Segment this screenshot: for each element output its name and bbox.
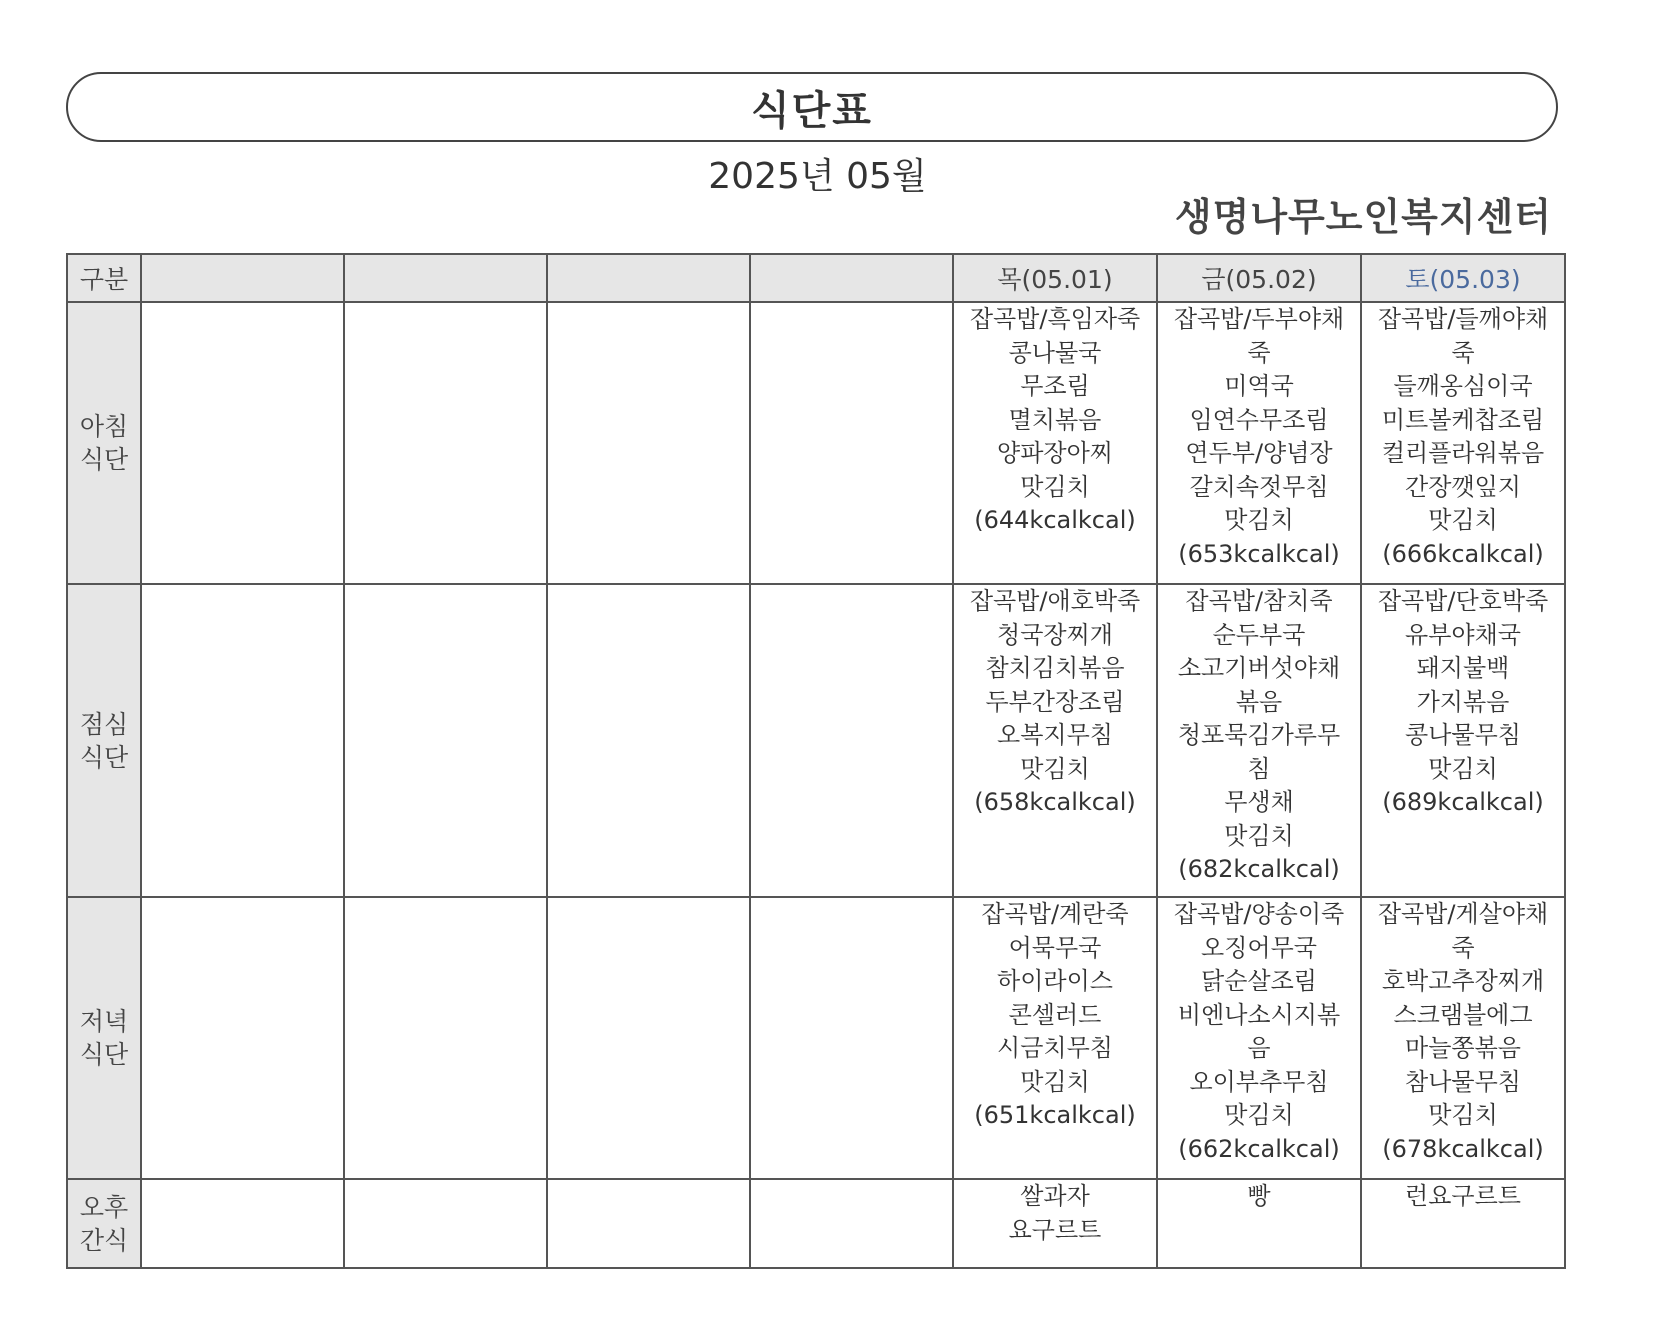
menu-item: 콘셀러드 — [1008, 1000, 1102, 1029]
meal-row-breakfast — [67, 302, 1565, 584]
meal-row-lunch — [67, 584, 1565, 897]
menu-item: 맛김치 — [1428, 1101, 1498, 1129]
menu-item: 갈치속젓무침 — [1189, 472, 1329, 501]
menu-cell — [953, 302, 1157, 584]
menu-item: 호박고추장찌개 — [1381, 967, 1545, 995]
menu-item: 유부야채국 — [1405, 620, 1521, 649]
menu-item: 맛김치 — [1224, 506, 1294, 534]
month-label: 2025년 05월 — [708, 156, 927, 197]
menu-item: 멸치볶음 — [1008, 405, 1102, 434]
menu-item: 죽 — [1451, 338, 1475, 367]
menu-cell — [953, 1179, 1157, 1268]
menu-item: (662kcalkcal) — [1178, 1134, 1340, 1163]
menu-item: 무생채 — [1224, 788, 1294, 816]
menu-item: 미역국 — [1224, 372, 1294, 400]
menu-item: 간장깻잎지 — [1405, 472, 1521, 501]
menu-cell — [344, 1179, 547, 1268]
menu-cell — [750, 897, 953, 1179]
menu-cell — [547, 897, 750, 1179]
menu-item: 소고기버섯야채 — [1177, 654, 1341, 682]
menu-item: 비엔나소시지볶 — [1177, 1000, 1341, 1029]
menu-item: 런요구르트 — [1405, 1182, 1521, 1210]
day-header-sat: 토(05.03) — [1361, 254, 1565, 302]
menu-item: 참치김치볶음 — [985, 654, 1125, 682]
menu-item: 잡곡밥/흑임자죽 — [969, 305, 1141, 333]
menu-item: 쌀과자 — [1020, 1182, 1090, 1210]
title-banner — [66, 72, 1558, 142]
menu-cell — [1157, 897, 1361, 1179]
menu-cell — [750, 584, 953, 897]
menu-item: 참나물무침 — [1405, 1067, 1521, 1096]
menu-cell — [1157, 584, 1361, 897]
meal-row-snack — [67, 1179, 1565, 1268]
menu-cell — [344, 897, 547, 1179]
menu-item: 맛김치 — [1020, 1067, 1090, 1096]
row-label — [67, 1179, 141, 1268]
menu-cell — [1361, 584, 1565, 897]
menu-cell — [141, 302, 344, 584]
menu-item: 잡곡밥/양송이죽 — [1173, 900, 1345, 928]
menu-item: 맛김치 — [1224, 1101, 1294, 1129]
menu-cell — [1157, 302, 1361, 584]
menu-item: 연두부/양념장 — [1185, 439, 1333, 467]
menu-item: (682kcalkcal) — [1178, 855, 1340, 883]
menu-item: 오징어무국 — [1201, 933, 1317, 962]
organization-name: 생명나무노인복지센터 — [1174, 195, 1552, 239]
menu-item: 순두부국 — [1212, 620, 1306, 649]
menu-item: 빵 — [1247, 1182, 1271, 1210]
menu-item: 요구르트 — [1008, 1215, 1102, 1244]
menu-item: 오이부추무침 — [1189, 1067, 1329, 1096]
day-header — [547, 254, 750, 302]
row-label — [67, 584, 141, 897]
menu-item: 침 — [1247, 754, 1271, 783]
menu-item: 잡곡밥/참치죽 — [1185, 587, 1333, 615]
menu-item: (689kcalkcal) — [1382, 788, 1544, 816]
menu-item: 어묵무국 — [1008, 933, 1102, 962]
menu-item: 컬리플라워볶음 — [1381, 439, 1545, 467]
menu-cell — [1361, 1179, 1565, 1268]
menu-cell — [547, 302, 750, 584]
menu-cell — [141, 1179, 344, 1268]
menu-item: 하이라이스 — [997, 967, 1113, 995]
menu-item: 들깨옹심이국 — [1393, 372, 1533, 400]
row-label-line: 식단 — [79, 742, 129, 772]
menu-item: 맛김치 — [1020, 754, 1090, 783]
menu-cell — [344, 302, 547, 584]
day-header-fri: 금(05.02) — [1157, 254, 1361, 302]
menu-item: 음 — [1247, 1034, 1271, 1062]
row-label — [67, 897, 141, 1179]
row-label-line: 점심 — [79, 709, 129, 739]
menu-cell — [1361, 897, 1565, 1179]
menu-item: 무조림 — [1020, 372, 1090, 400]
meal-row-dinner — [67, 897, 1565, 1179]
menu-item: 시금치무침 — [997, 1034, 1113, 1062]
menu-cell — [750, 1179, 953, 1268]
menu-item: 맛김치 — [1224, 821, 1294, 850]
menu-item: (644kcalkcal) — [974, 506, 1136, 534]
row-label-line: 식단 — [79, 1040, 129, 1069]
menu-cell — [750, 302, 953, 584]
menu-item: 돼지불백 — [1416, 654, 1510, 682]
menu-item: 청포묵김가루무 — [1177, 721, 1341, 749]
menu-item: (658kcalkcal) — [974, 788, 1136, 816]
menu-item: 임연수무조림 — [1189, 405, 1329, 434]
menu-item: 미트볼케찹조림 — [1381, 405, 1545, 434]
menu-item: 콩나물국 — [1008, 338, 1102, 367]
day-header — [344, 254, 547, 302]
menu-item: 양파장아찌 — [997, 439, 1113, 467]
menu-cell — [344, 584, 547, 897]
menu-item: 죽 — [1247, 338, 1271, 367]
menu-table — [66, 253, 1566, 1269]
row-label-line: 식단 — [79, 445, 129, 474]
corner-header: 구분 — [67, 254, 141, 302]
page-title: 식단표 — [751, 87, 873, 134]
menu-item: (651kcalkcal) — [974, 1101, 1136, 1129]
menu-item: (666kcalkcal) — [1382, 539, 1544, 568]
menu-item: 맛김치 — [1428, 754, 1498, 783]
menu-item: 오복지무침 — [997, 721, 1113, 749]
menu-item: 잡곡밥/들깨야채 — [1377, 305, 1549, 333]
menu-item: 닭순살조림 — [1201, 967, 1317, 995]
menu-item: 잡곡밥/게살야채 — [1377, 900, 1549, 928]
menu-item: 가지볶음 — [1416, 687, 1510, 716]
menu-item: 죽 — [1451, 933, 1475, 962]
menu-item: 잡곡밥/단호박죽 — [1377, 587, 1549, 615]
row-label-line: 아침 — [79, 412, 129, 441]
menu-item: 잡곡밥/두부야채 — [1173, 305, 1345, 333]
menu-cell — [141, 897, 344, 1179]
menu-item: 콩나물무침 — [1405, 721, 1521, 749]
row-label — [67, 302, 141, 584]
menu-item: 청국장찌개 — [997, 620, 1113, 649]
menu-item: 잡곡밥/애호박죽 — [969, 587, 1141, 615]
menu-item: (653kcalkcal) — [1178, 539, 1340, 568]
header-row — [67, 254, 1565, 302]
menu-cell — [547, 1179, 750, 1268]
day-header-thu: 목(05.01) — [953, 254, 1157, 302]
menu-item: (678kcalkcal) — [1382, 1134, 1544, 1163]
menu-cell — [953, 584, 1157, 897]
row-label-line: 간식 — [79, 1225, 129, 1255]
menu-item: 맛김치 — [1428, 506, 1498, 534]
menu-cell — [547, 584, 750, 897]
menu-item: 잡곡밥/계란죽 — [981, 900, 1129, 928]
menu-item: 스크램블에그 — [1393, 1000, 1533, 1029]
menu-item: 맛김치 — [1020, 472, 1090, 501]
row-label-line: 오후 — [79, 1192, 129, 1222]
menu-cell — [141, 584, 344, 897]
menu-cell — [1157, 1179, 1361, 1268]
menu-cell — [1361, 302, 1565, 584]
day-header — [141, 254, 344, 302]
menu-item: 두부간장조림 — [985, 687, 1125, 716]
menu-cell — [953, 897, 1157, 1179]
row-label-line: 저녁 — [79, 1007, 129, 1036]
menu-item: 마늘쫑볶음 — [1405, 1034, 1521, 1062]
day-header — [750, 254, 953, 302]
menu-item: 볶음 — [1235, 687, 1283, 716]
